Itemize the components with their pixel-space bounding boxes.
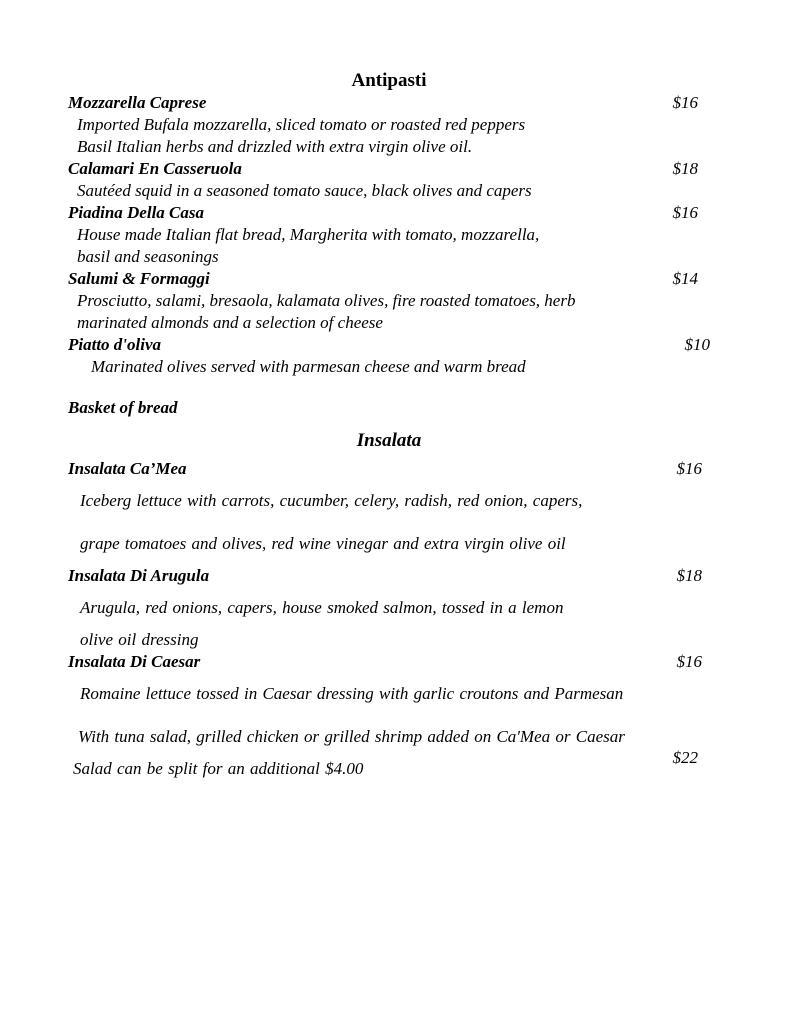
item-description-line: olive oil dressing xyxy=(80,630,199,649)
menu-note xyxy=(68,721,710,785)
item-description-line: basil and seasonings xyxy=(77,247,219,266)
item-description-line: Romaine lettuce tossed in Caesar dressing with garlic croutons and Parmesan xyxy=(80,684,624,703)
item-price: $16 xyxy=(676,652,702,671)
item-description-line: Prosciutto, salami, bresaola, kalamata olives, fire roasted tomatoes, herb xyxy=(77,291,576,310)
menu-note-line: With tuna salad, grilled chicken or grilled shrimp added on Ca'Mea or Caesar xyxy=(78,727,625,746)
menu-item xyxy=(68,453,710,485)
item-name: Insalata Di Caesar xyxy=(68,652,201,671)
item-name: Calamari En Casseruola xyxy=(68,159,242,178)
item-name: Insalata Ca’Mea xyxy=(68,459,187,478)
item-price: $16 xyxy=(672,93,698,112)
item-description-line: Basil Italian herbs and drizzled with extra virgin olive oil. xyxy=(77,137,473,156)
menu-note-line: Salad can be split for an additional $4.00 xyxy=(73,759,364,778)
item-price: $14 xyxy=(672,269,698,288)
menu-item xyxy=(68,397,710,419)
section-antipasti xyxy=(68,70,710,378)
item-name: Piadina Della Casa xyxy=(68,203,205,222)
item-price: $16 xyxy=(676,459,702,478)
section-heading-antipasti: Antipasti xyxy=(351,70,427,91)
item-description-line: Sautéed squid in a seasoned tomato sauce, black olives and capers xyxy=(77,181,532,200)
item-price: $16 xyxy=(672,203,698,222)
menu-item xyxy=(68,202,710,224)
item-price: $18 xyxy=(672,159,698,178)
item-description-line: marinated almonds and a selection of cheese xyxy=(77,313,383,332)
item-name: Mozzarella Caprese xyxy=(68,93,207,112)
item-description-line: House made Italian flat bread, Margherita with tomato, mozzarella, xyxy=(77,225,540,244)
item-description-line: grape tomatoes and olives, red wine vinegar and extra virgin olive oil xyxy=(80,534,566,553)
item-description-line: Imported Bufala mozzarella, sliced tomato or roasted red peppers xyxy=(77,115,526,134)
item-price: $10 xyxy=(684,335,710,354)
item-name: Salumi & Formaggi xyxy=(68,269,210,288)
item-description-line: Arugula, red onions, capers, house smoked salmon, tossed in a lemon xyxy=(80,598,564,617)
menu-content xyxy=(68,0,710,785)
menu-item xyxy=(68,646,710,678)
item-price: $18 xyxy=(676,566,702,585)
item-name: Insalata Di Arugula xyxy=(68,566,210,585)
menu-item xyxy=(68,268,710,290)
item-description-line: Marinated olives served with parmesan cheese and warm bread xyxy=(91,357,526,376)
item-description-line: Iceberg lettuce with carrots, cucumber, celery, radish, red onion, capers, xyxy=(80,491,583,510)
section-insalata xyxy=(68,430,710,785)
section-bread xyxy=(68,397,710,419)
menu-item xyxy=(68,560,710,592)
item-name: Basket of bread xyxy=(68,398,178,417)
menu-item xyxy=(68,334,710,356)
menu-note-lines xyxy=(68,721,673,785)
item-name: Piatto d'oliva xyxy=(68,335,162,354)
menu-item xyxy=(68,92,710,114)
item-price: $22 xyxy=(672,748,698,767)
section-heading-insalata: Insalata xyxy=(356,430,422,451)
menu-item xyxy=(68,158,710,180)
